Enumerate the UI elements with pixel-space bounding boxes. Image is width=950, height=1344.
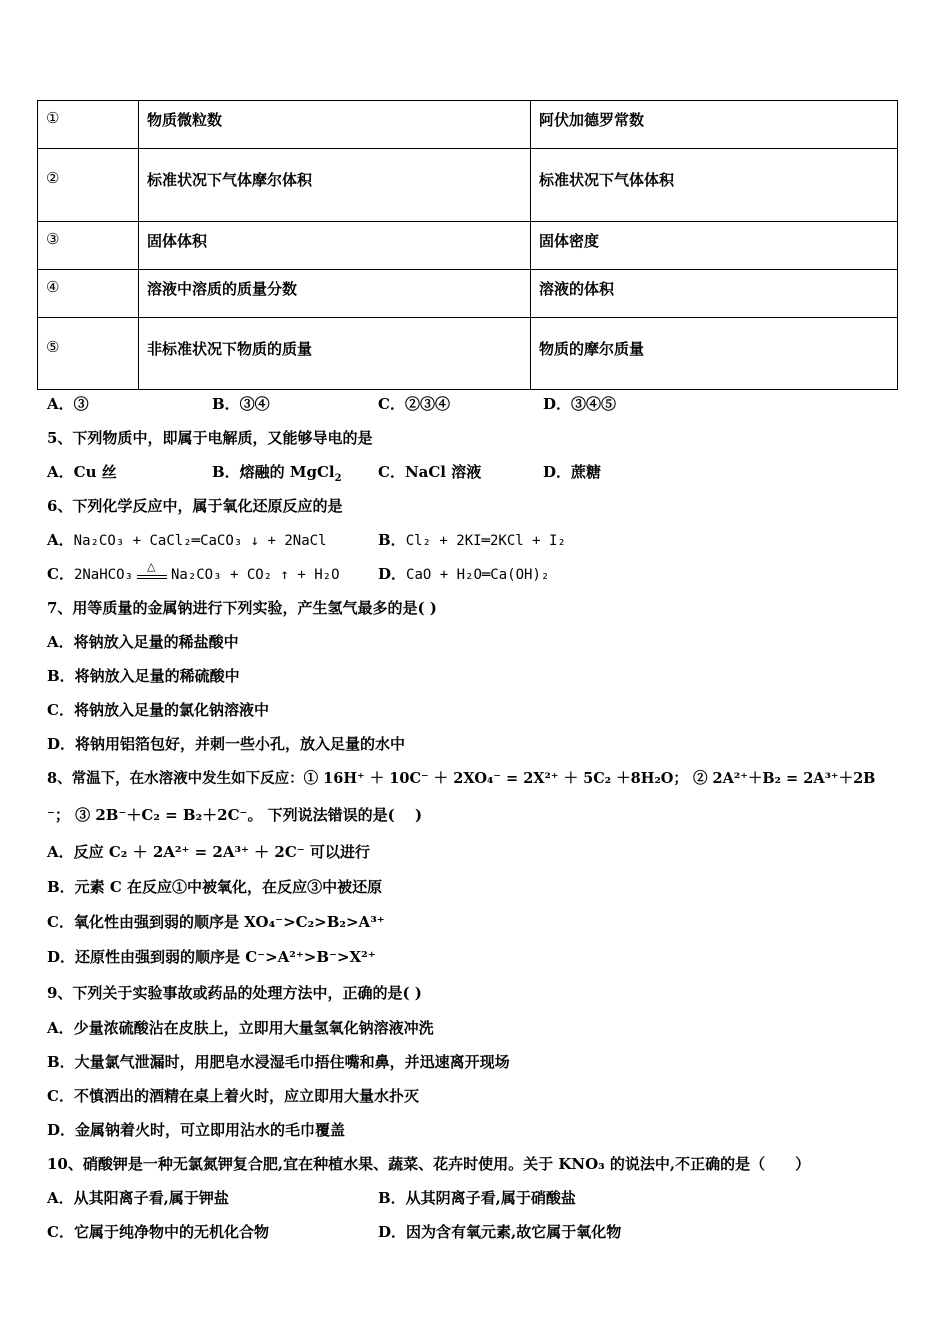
q10-option-a: A．从其阳离子看,属于钾盐 [47, 1189, 229, 1207]
q6-option-d-equation: CaO + H₂O═Ca(OH)₂ [406, 567, 550, 583]
q10-option-b: B．从其阴离子看,属于硝酸盐 [378, 1189, 576, 1207]
q8-option-a: A．反应 C₂ ＋ 2A²⁺ = 2A³⁺ ＋ 2C⁻ 可以进行 [47, 843, 370, 861]
q8-option-d: D．还原性由强到弱的顺序是 C⁻>A²⁺>B⁻>X²⁺ [47, 948, 376, 966]
q5-stem: 5、下列物质中，即属于电解质，又能够导电的是 [47, 429, 373, 447]
cell-quantity: 溶液的体积 [531, 270, 898, 318]
table-row [38, 101, 898, 149]
row-number: ④ [38, 270, 139, 318]
q6-option-c-reactant: 2NaHCO₃ [73, 567, 133, 583]
q5-option-b-text: B．熔融的 MgCl [212, 463, 335, 481]
cell-quantity: 阿伏加德罗常数 [531, 101, 898, 149]
row-number: ③ [38, 222, 139, 270]
q6-option-d [378, 563, 549, 584]
q7-option-a: A．将钠放入足量的稀盐酸中 [47, 633, 239, 651]
q4-option-d: D．③④⑤ [543, 395, 617, 413]
q6-option-a-equation: Na₂CO₃ + CaCl₂═CaCO₃ ↓ + 2NaCl [73, 533, 327, 549]
table-row [38, 318, 898, 390]
row-number: ① [38, 101, 139, 149]
table-row [38, 222, 898, 270]
q8-stem-line2: ⁻； ③ 2B⁻＋C₂ = B₂＋2C⁻。 下列说法错误的是( ) [47, 806, 423, 824]
q7-option-d: D．将钠用铝箔包好，并刺一些小孔，放入足量的水中 [47, 735, 406, 753]
q6-option-c [47, 560, 340, 584]
cell-quantity: 标准状况下气体体积 [531, 149, 898, 222]
cell-quantity: 物质的摩尔质量 [531, 318, 898, 390]
table-row [38, 270, 898, 318]
q9-option-a: A．少量浓硫酸沾在皮肤上，立即用大量氢氧化钠溶液冲洗 [47, 1019, 434, 1037]
cell-quantity: 标准状况下气体摩尔体积 [139, 149, 531, 222]
q7-stem: 7、用等质量的金属钠进行下列实验，产生氢气最多的是( ) [47, 599, 437, 617]
q8-stem-line1: 8、常温下，在水溶液中发生如下反应：① 16H⁺ ＋ 10C⁻ ＋ 2XO₄⁻ = 2X²⁺ ＋ 5C₂ ＋8H₂O； ② 2A²⁺＋B₂ = 2A³⁺＋2B [47, 770, 876, 787]
heat-triangle: △ [146, 560, 156, 573]
q9-stem: 9、下列关于实验事故或药品的处理方法中，正确的是( ) [47, 984, 422, 1002]
q5-option-b-sub: 2 [334, 473, 342, 484]
q5-option-c: C．NaCl 溶液 [378, 463, 482, 481]
quantity-table [37, 100, 898, 390]
q6-option-a [47, 529, 327, 550]
q5-option-d: D．蔗糖 [543, 463, 602, 481]
q4-option-b: B．③④ [212, 395, 270, 413]
cell-quantity: 非标准状况下物质的质量 [139, 318, 531, 390]
q6-option-a-label: A． [47, 531, 74, 549]
q6-option-d-label: D． [378, 565, 407, 583]
q4-option-c: C．②③④ [378, 395, 450, 413]
q6-option-b-equation: Cl₂ + 2KI═2KCl + I₂ [405, 533, 566, 549]
q6-stem: 6、下列化学反应中，属于氧化还原反应的是 [47, 497, 343, 515]
cell-quantity: 固体密度 [531, 222, 898, 270]
row-number: ⑤ [38, 318, 139, 390]
q8-option-b: B．元素 C 在反应①中被氧化，在反应③中被还原 [47, 878, 383, 896]
q5-option-a: A．Cu 丝 [47, 463, 117, 481]
q9-option-d: D．金属钠着火时，可立即用沾水的毛巾覆盖 [47, 1121, 346, 1139]
q6-option-c-products: Na₂CO₃ + CO₂ ↑ + H₂O [170, 567, 340, 583]
table-row [38, 149, 898, 222]
q6-option-c-label: C． [47, 565, 74, 583]
q10-option-c: C．它属于纯净物中的无机化合物 [47, 1223, 269, 1241]
row-number: ② [38, 149, 139, 222]
cell-quantity: 物质微粒数 [139, 101, 531, 149]
q10-stem: 10、硝酸钾是一种无氯氮钾复合肥,宜在种植水果、蔬菜、花卉时使用。关于 KNO₃ 的说法中,不正确的是（ ） [47, 1155, 811, 1173]
q6-option-b-label: B． [378, 531, 406, 549]
q7-option-c: C．将钠放入足量的氯化钠溶液中 [47, 701, 269, 719]
q9-option-b: B．大量氯气泄漏时，用肥皂水浸湿毛巾捂住嘴和鼻，并迅速离开现场 [47, 1053, 510, 1071]
q5-option-b [212, 461, 342, 484]
q8-option-c: C．氧化性由强到弱的顺序是 XO₄⁻>C₂>B₂>A³⁺ [47, 913, 385, 931]
q10-option-d: D．因为含有氧元素,故它属于氧化物 [378, 1223, 622, 1241]
q6-option-b [378, 529, 566, 550]
cell-quantity: 溶液中溶质的质量分数 [139, 270, 531, 318]
cell-quantity: 固体体积 [139, 222, 531, 270]
q9-option-c: C．不慎洒出的酒精在桌上着火时，应立即用大量水扑灭 [47, 1087, 419, 1105]
heat-condition-icon [137, 560, 167, 582]
q7-option-b: B．将钠放入足量的稀硫酸中 [47, 667, 240, 685]
q4-option-a: A．③ [47, 395, 89, 413]
